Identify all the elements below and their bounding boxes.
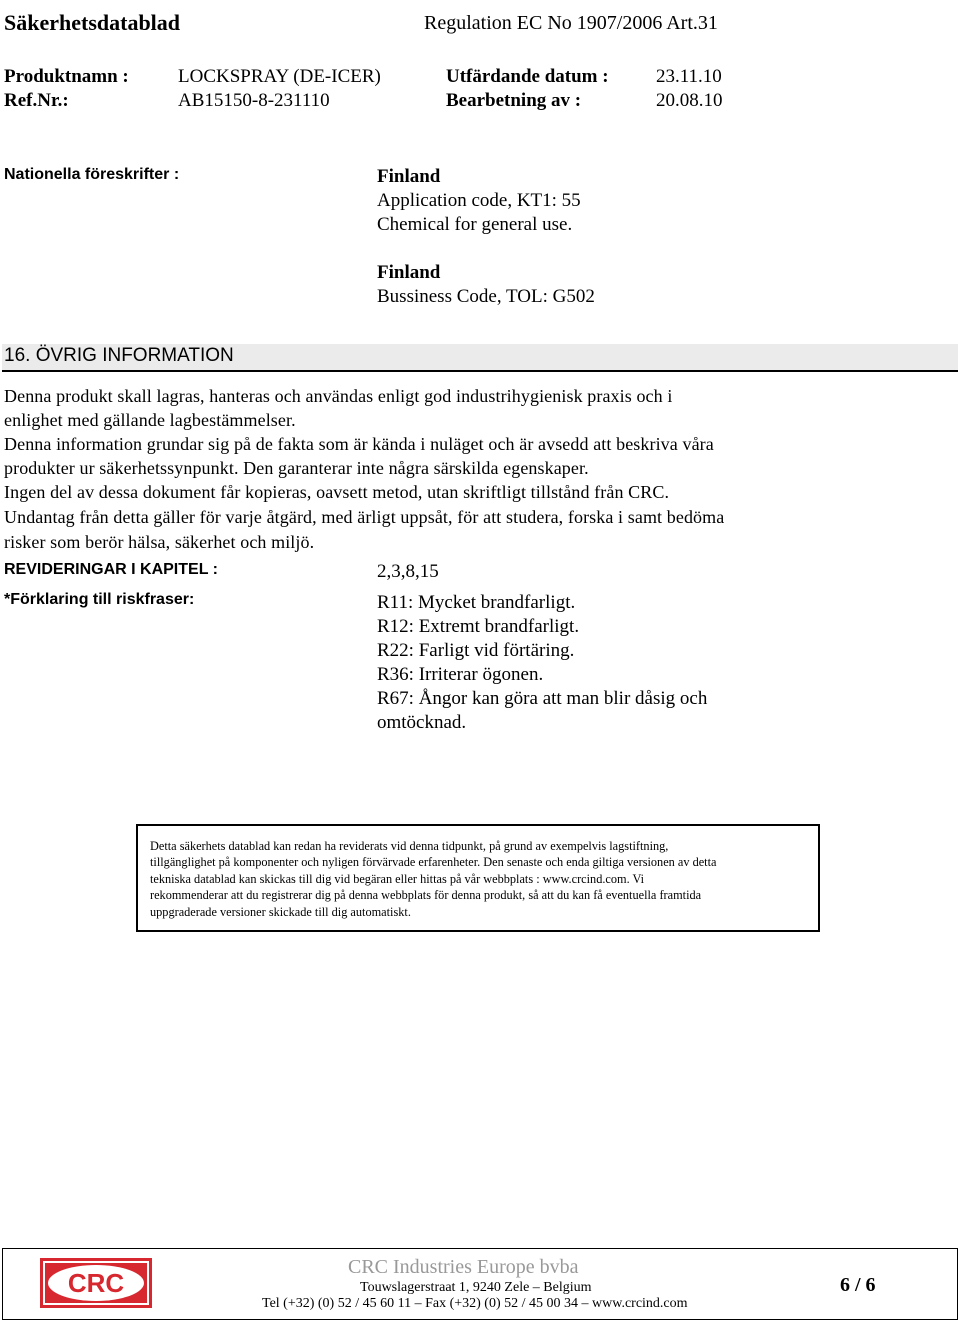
company-address: Touwslagerstraat 1, 9240 Zele – Belgium <box>360 1280 592 1295</box>
national-line: Chemical for general use. <box>377 214 573 235</box>
risk-phrase: R11: Mycket brandfarligt. <box>377 592 576 613</box>
risk-phrase: R67: Ångor kan göra att man blir dåsig och <box>377 688 708 709</box>
paragraph-line: Denna produkt skall lagras, hanteras och användas enligt god industrihygienisk praxis och i <box>4 386 673 406</box>
issue-date-value: 23.11.10 <box>656 66 722 87</box>
regulation-reference: Regulation EC No 1907/2006 Art.31 <box>424 12 718 34</box>
paragraph-line: Ingen del av dessa dokument får kopieras, oavsett metod, utan skriftligt tillstånd från CRC. <box>4 482 670 502</box>
risk-phrase: R12: Extremt brandfarligt. <box>377 616 580 637</box>
crc-logo <box>40 1258 152 1308</box>
paragraph-line: Denna information grundar sig på de fakta som är kända i nuläget och är avsedd att beskriva våra <box>4 434 714 454</box>
revisions-value: 2,3,8,15 <box>377 561 439 582</box>
national-line: Bussiness Code, TOL: G502 <box>377 286 595 307</box>
notice-line: tillgänglighet på komponenter och nyligen förvärvade erfarenheter. Den senaste och enda giltiga versionen av detta <box>150 855 717 869</box>
revisions-label: REVIDERINGAR I KAPITEL : <box>4 561 218 578</box>
paragraph-line: Undantag från detta gäller för varje åtgärd, med ärligt uppsåt, för att studera, forska i samt bedöma <box>4 507 725 527</box>
notice-line: rekommenderar att du registrerar dig på denna webbplats för denna produkt, så att du kan få eventuella framtida <box>150 888 702 902</box>
revision-date-value: 20.08.10 <box>656 90 723 111</box>
notice-line: uppgraderade versioner skickade till dig automatiskt. <box>150 905 411 919</box>
risk-phrases-label: *Förklaring till riskfraser: <box>4 591 195 608</box>
section-16-title: 16. ÖVRIG INFORMATION <box>4 345 234 366</box>
product-name-value: LOCKSPRAY (DE-ICER) <box>178 66 381 87</box>
document-title: Säkerhetsdatablad <box>4 10 181 35</box>
revision-date-label: Bearbetning av : <box>446 90 582 111</box>
ref-number-label: Ref.Nr.: <box>4 90 69 111</box>
issue-date-label: Utfärdande datum : <box>446 66 609 87</box>
national-line: Application code, KT1: 55 <box>377 190 581 211</box>
notice-line: Detta säkerhets datablad kan redan ha reviderats vid denna tidpunkt, på grund av exempelvis lagstiftning, <box>150 839 669 853</box>
paragraph-line: enlighet med gällande lagbestämmelser. <box>4 410 296 430</box>
company-contact: Tel (+32) (0) 52 / 45 60 11 – Fax (+32) (0) 52 / 45 00 34 – www.crcind.com <box>262 1296 688 1311</box>
company-name: CRC Industries Europe bvba <box>348 1256 579 1278</box>
risk-phrase: R36: Irriterar ögonen. <box>377 664 544 685</box>
national-regulations-label: Nationella föreskrifter : <box>4 166 180 183</box>
paragraph-line: produkter ur säkerhetssynpunkt. Den garanterar inte några särskilda egenskaper. <box>4 458 589 478</box>
national-country: Finland <box>377 166 441 187</box>
national-country: Finland <box>377 262 441 283</box>
ref-number-value: AB15150-8-231110 <box>178 90 330 111</box>
logo-text: CRC <box>67 1268 125 1298</box>
product-name-label: Produktnamn : <box>4 66 129 87</box>
risk-phrase: R22: Farligt vid förtäring. <box>377 640 575 661</box>
notice-line: tekniska datablad kan skickas till dig vid begäran eller hittas på vår webbplats : www.crcind.com. Vi <box>150 872 645 886</box>
paragraph-line: risker som berör hälsa, säkerhet och miljö. <box>4 532 315 552</box>
risk-phrase: omtöcknad. <box>377 712 467 733</box>
page-number: 6 / 6 <box>840 1274 876 1296</box>
